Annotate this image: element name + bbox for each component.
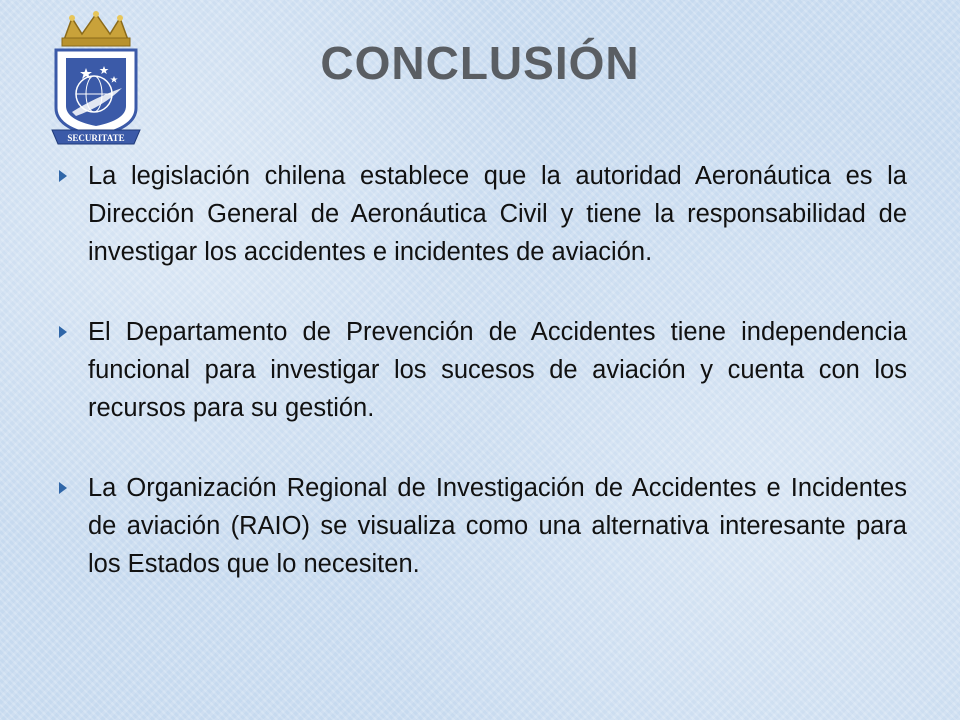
triangle-bullet-icon (59, 482, 67, 494)
bullet-text: La Organización Regional de Investigación de Accidentes e Incidentes de aviación (RAIO) se visualiza como una alternativa interesante para los Estados que lo necesiten. (88, 474, 907, 578)
slide-title: CONCLUSIÓN (320, 37, 640, 89)
svg-text:SECURITATE: SECURITATE (67, 133, 125, 143)
bullet-text: El Departamento de Prevención de Accidentes tiene independencia funcional para investigar los sucesos de aviación y cuenta con los recursos para su gestión. (88, 318, 907, 422)
bullet-text: La legislación chilena establece que la autoridad Aeronáutica es la Dirección General de Aeronáutica Civil y tiene la responsabilidad de investigar los accidentes e incidentes de aviación. (88, 162, 907, 266)
bullet-item (55, 313, 907, 427)
bullet-item (55, 157, 907, 271)
triangle-bullet-icon (59, 326, 67, 338)
bullet-item (55, 469, 907, 583)
bullet-list (55, 157, 907, 583)
triangle-bullet-icon (59, 170, 67, 182)
